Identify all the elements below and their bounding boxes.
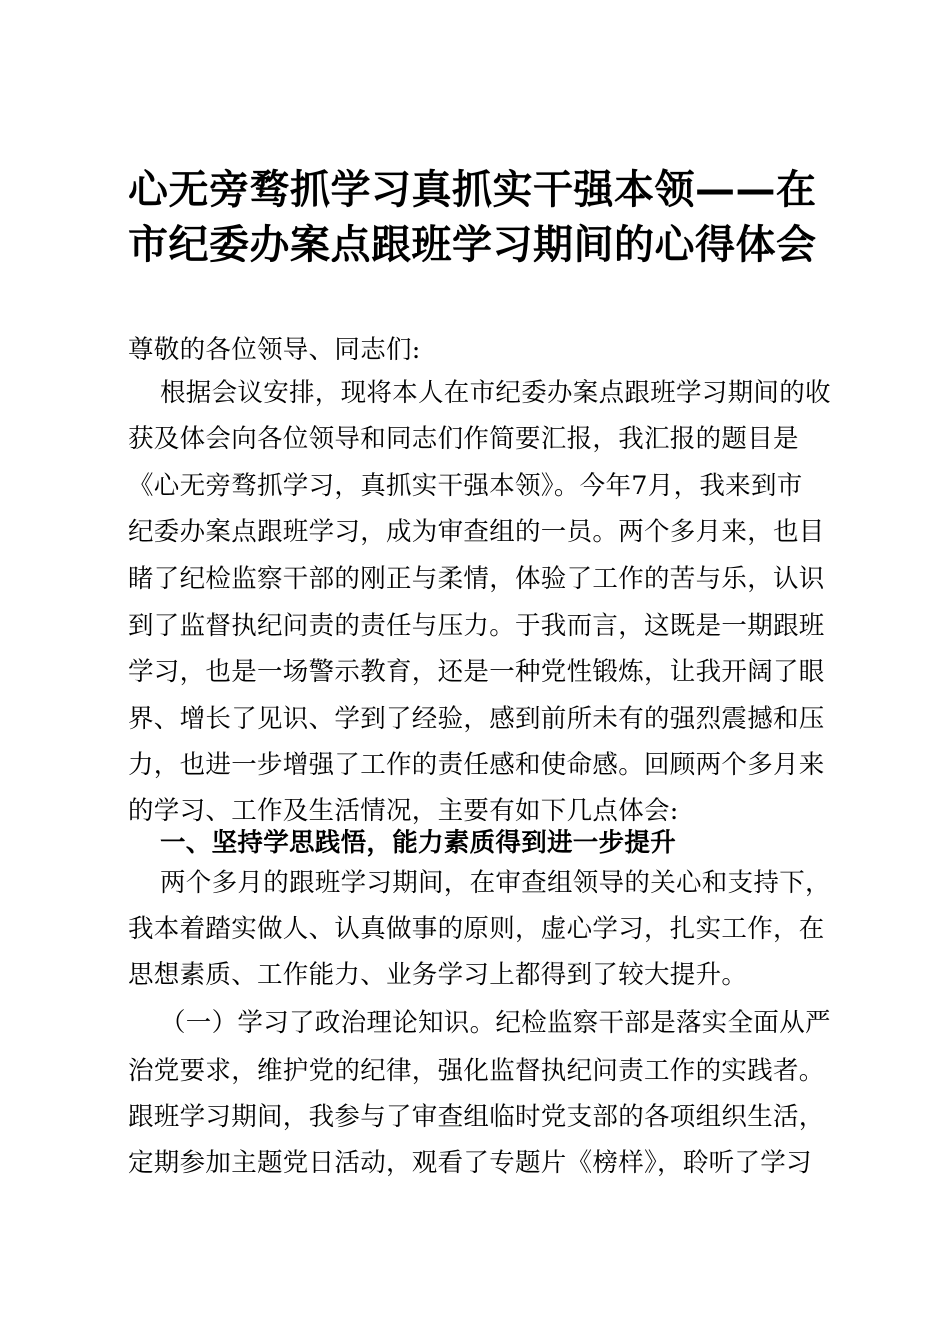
document-title-line-2: 市纪委办案点跟班学习期间的心得体会	[128, 222, 817, 268]
document-title-line-1: 心无旁骛抓学习真抓实干强本领——在	[128, 167, 817, 213]
text-line: 到了监督执纪问责的责任与压力。于我而言，这既是一期跟班	[128, 611, 825, 641]
text-line: 根据会议安排，现将本人在市纪委办案点跟班学习期间的收	[160, 378, 831, 408]
text-line: 跟班学习期间，我参与了审查组临时党支部的各项组织生活，	[128, 1102, 825, 1132]
text-line: 定期参加主题党日活动，观看了专题片《榜样》，聆听了学习	[128, 1148, 812, 1178]
text-line: 我本着踏实做人、认真做事的原则，虚心学习，扎实工作，在	[128, 914, 825, 944]
text-line: 的学习、工作及生活情况，主要有如下几点体会:	[128, 796, 679, 826]
text-line: （一）学习了政治理论知识。纪检监察干部是落实全面从严	[160, 1008, 831, 1038]
text-line: 获及体会向各位领导和同志们作简要汇报，我汇报的题目是	[128, 424, 799, 454]
section-heading: 一、坚持学思践悟，能力素质得到进一步提升	[160, 828, 677, 858]
text-line: 睹了纪检监察干部的刚正与柔情，体验了工作的苦与乐，认识	[128, 564, 825, 594]
text-line: 学习，也是一场警示教育，还是一种党性锻炼，让我开阔了眼	[128, 657, 825, 687]
text-line: 两个多月的跟班学习期间，在审查组领导的关心和支持下，	[160, 868, 831, 898]
text-line: 纪委办案点跟班学习，成为审查组的一员。两个多月来，也目	[128, 517, 825, 547]
text-line: 力，也进一步增强了工作的责任感和使命感。回顾两个多月来	[128, 750, 825, 780]
text-line: 思想素质、工作能力、业务学习上都得到了较大提升。	[128, 960, 748, 990]
greeting: 尊敬的各位领导、同志们:	[128, 335, 421, 365]
text-line: 治党要求，维护党的纪律，强化监督执纪问责工作的实践者。	[128, 1056, 825, 1086]
text-line: 《心无旁骛抓学习，真抓实干强本领》。今年7月，我来到市	[128, 471, 803, 501]
text-line: 界、增长了见识、学到了经验，感到前所未有的强烈震撼和压	[128, 704, 825, 734]
